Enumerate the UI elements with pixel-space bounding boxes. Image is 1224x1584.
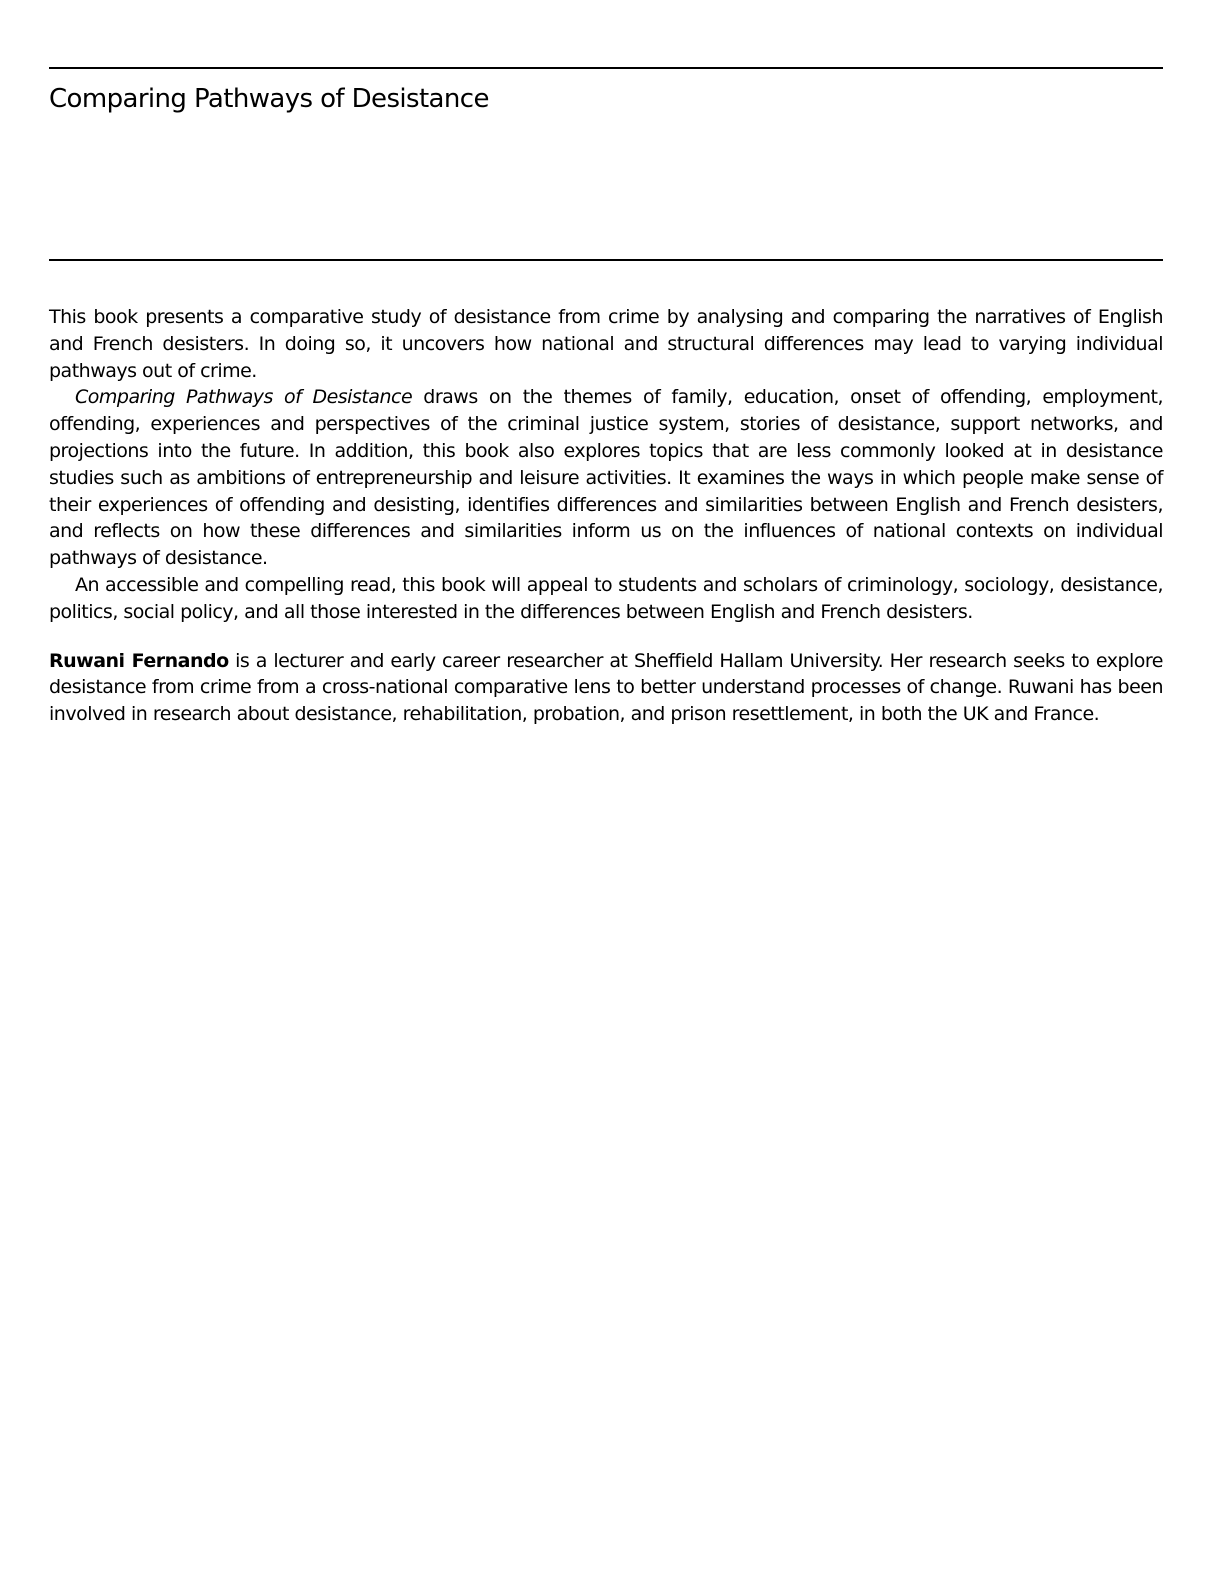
book-title: Comparing Pathways of Desistance xyxy=(49,84,489,114)
description-paragraph-2 xyxy=(49,384,1163,572)
author-bio-text: is a lecturer and early career researcher at Sheffield Hallam University. Her research seeks to explore desistance from crime from a cross-national comparative lens to better understand processes of change. Ruwani has been involved in research about desistance, rehabilitation, probation, and prison resettlement, in both the UK and France. xyxy=(49,649,1163,726)
bottom-rule xyxy=(49,259,1163,261)
author-bio xyxy=(49,648,1163,728)
top-rule xyxy=(49,67,1163,69)
author-name: Ruwani Fernando xyxy=(49,649,229,672)
description-title-italic: Comparing Pathways of Desistance xyxy=(75,386,413,409)
description-paragraph-3: An accessible and compelling read, this book will appeal to students and scholars of criminology, sociology, desistance, politics, social policy, and all those interested in the differences between English and French desisters. xyxy=(49,573,1163,623)
description-paragraph-2-text: draws on the themes of family, education, onset of offending, employment, offending, experiences and perspectives of the criminal justice system, stories of desistance, support networks, and projections into the future. In addition, this book also explores topics that are less commonly looked at in desistance studies such as ambitions of entrepreneurship and leisure activities. It examines the ways in which people make sense of their experiences of offending and desisting, identifies differences and similarities between English and French desisters, and reflects on how these differences and similarities inform us on the influences of national contexts on individual pathways of desistance. xyxy=(49,386,1163,570)
book-description xyxy=(49,304,1163,728)
description-paragraph-1: This book presents a comparative study of desistance from crime by analysing and comparing the narratives of English and French desisters. In doing so, it uncovers how national and structural differences may lead to varying individual pathways out of crime. xyxy=(49,306,1163,382)
